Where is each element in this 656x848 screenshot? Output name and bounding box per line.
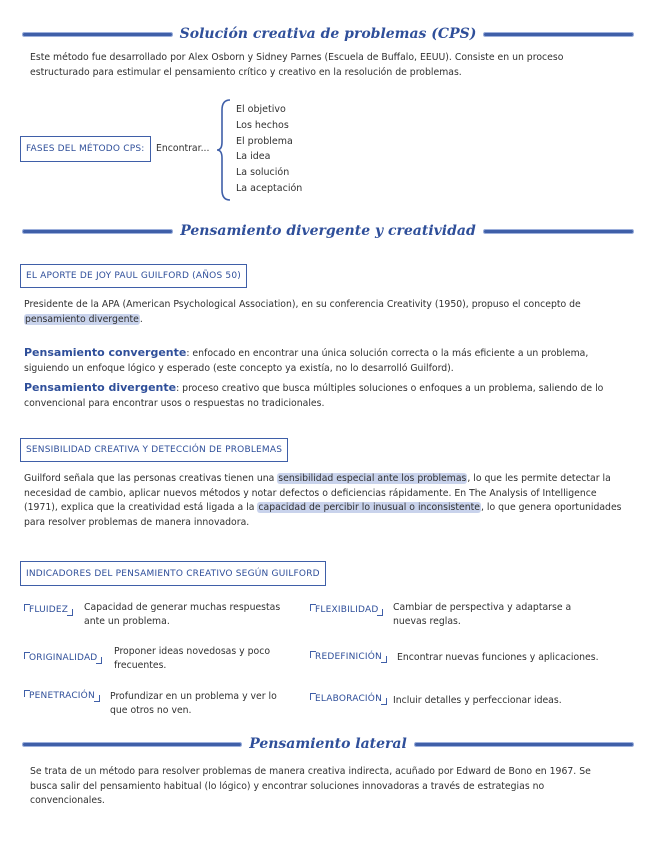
convergent-term: Pensamiento convergente — [24, 346, 187, 359]
indicator-tag: ELABORACIÓN — [310, 693, 387, 705]
title-rule-left — [22, 229, 173, 234]
title-rule-right — [483, 229, 634, 234]
text-run: Presidente de la APA (American Psychological Association), en su conferencia Creativity (1950), propuso el concepto de — [24, 299, 581, 310]
convergent-definition — [24, 346, 630, 376]
indicator-desc: Encontrar nuevas funciones y aplicaciones. — [397, 652, 599, 663]
guilford-contribution-box: EL APORTE DE JOY PAUL GUILFORD (AÑOS 50) — [20, 264, 247, 288]
phase-item: Los hechos — [236, 119, 289, 131]
indicator-tag: FLEXIBILIDAD — [310, 604, 383, 616]
sensitivity-paragraph — [24, 472, 628, 530]
indicator-desc: Capacidad de generar muchas respuestas ante un problema. — [84, 602, 281, 627]
indicator-tag: ORIGINALIDAD — [24, 652, 102, 664]
text-run: : proceso creativo que busca múltiples soluciones o enfoques a un problema, saliendo de lo convencional para encontrar usos o respuestas no tradicionales. — [24, 383, 604, 409]
guilford-paragraph — [24, 298, 626, 327]
phase-item: El problema — [236, 135, 293, 147]
section-heading: Pensamiento divergente y creatividad — [180, 223, 476, 239]
section-heading: Solución creativa de problemas (CPS) — [179, 26, 477, 42]
highlight: sensibilidad especial ante los problemas — [278, 473, 467, 484]
text-run: Guilford señala que las personas creativas tienen una — [24, 473, 278, 484]
highlight: pensamiento divergente — [25, 313, 139, 325]
title-rule-right — [414, 742, 634, 747]
indicator-tag: PENETRACIÓN — [24, 690, 100, 702]
title-rule-left — [22, 742, 242, 747]
title-rule-left — [22, 32, 173, 37]
phase-item: El objetivo — [236, 104, 286, 115]
section-heading: Pensamiento lateral — [249, 736, 407, 752]
indicator-desc: Incluir detalles y perfeccionar ideas. — [393, 695, 562, 706]
section-title-cps — [22, 24, 634, 44]
cps-intro: Este método fue desarrollado por Alex Osborn y Sidney Parnes (Escuela de Buffalo, EEUU). Consiste en un proceso estructurado para estimular el pensamiento crítico y creativo en la resolución de problemas. — [30, 52, 564, 78]
phase-list — [236, 102, 302, 197]
highlight: capacidad de percibir lo inusual o inconsistente — [258, 502, 481, 513]
indicators-box: INDICADORES DEL PENSAMIENTO CREATIVO SEGÚN GUILFORD — [20, 561, 326, 586]
phase-item: La solución — [236, 167, 290, 179]
text-run: . — [139, 313, 143, 325]
indicator-desc: Cambiar de perspectiva y adaptarse a nuevas reglas. — [393, 602, 572, 627]
lateral-paragraph: Se trata de un método para resolver problemas de manera creativa indirecta, acuñado por Edward de Bono en 1967. Se busca salir del pensamiento habitual (lo lógico) y encontrar soluciones innovadoras a través de estrategias no convencionales. — [30, 766, 591, 806]
text-run: , lo que les permite detectar la necesidad de cambio, aplicar nuevos métodos y notar defectos o deficiencias rápidamente. En The Analysis of Intelligence (1971), explica que la creatividad está ligada a la — [24, 473, 611, 513]
section-title-divergent — [22, 221, 634, 241]
phase-item: La idea — [236, 151, 271, 163]
indicator-tag: REDEFINICIÓN — [310, 651, 387, 663]
title-rule-right — [483, 32, 634, 37]
divergent-definition — [24, 381, 630, 411]
curly-brace — [216, 98, 232, 202]
text-run: , lo que genera oportunidades para resolver problemas de manera innovadora. — [24, 502, 622, 528]
indicator-desc: Proponer ideas novedosas y poco frecuentes. — [114, 646, 271, 671]
phase-item: La aceptación — [236, 182, 303, 194]
divergent-term: Pensamiento divergente — [24, 381, 177, 394]
sensitivity-box: SENSIBILIDAD CREATIVA Y DETECCIÓN DE PROBLEMAS — [20, 438, 288, 462]
section-title-lateral — [22, 734, 634, 754]
phases-label-box: FASES DEL MÉTODO CPS: — [20, 136, 151, 162]
indicator-tag: FLUIDEZ — [24, 604, 73, 616]
find-label: Encontrar... — [156, 143, 210, 154]
text-run: : enfocado en encontrar una única solución correcta o la más eficiente a un problema, siguiendo un enfoque lógico y esperado (este concepto ya existía, no lo desarrolló Guilford). — [24, 348, 589, 374]
indicator-desc: Profundizar en un problema y ver lo que otros no ven. — [110, 691, 277, 716]
